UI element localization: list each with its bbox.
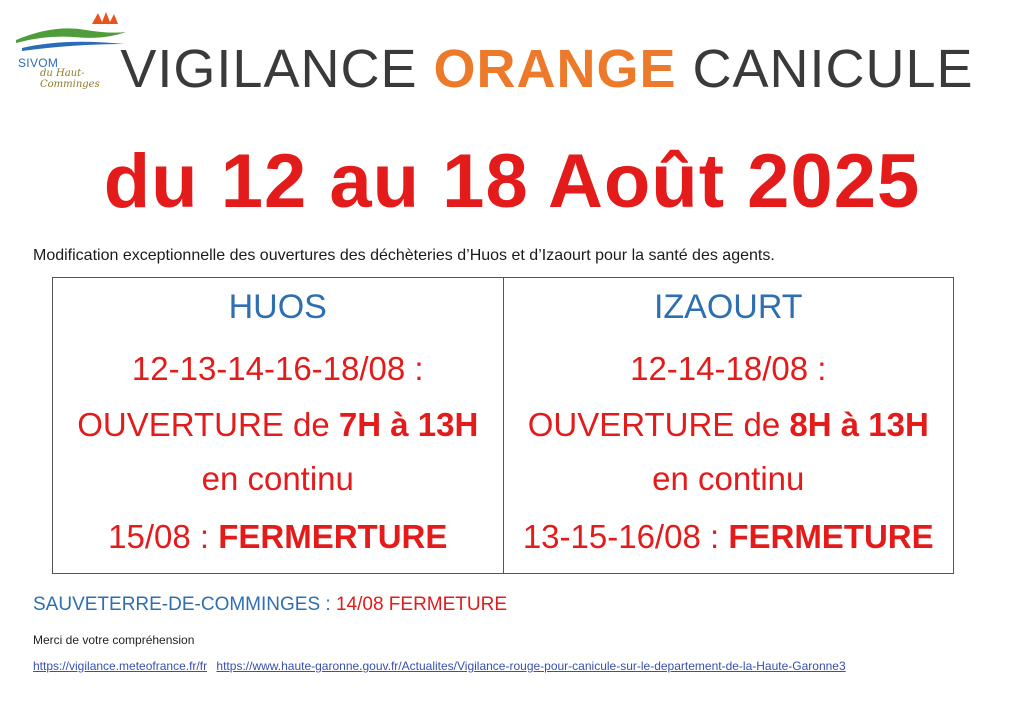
haute-garonne-link[interactable]: https://www.haute-garonne.gouv.fr/Actualites/Vigilance-rouge-pour-canicule-sur-le-departement-de-la-Haute-Garonne3	[216, 659, 846, 673]
site-huos	[53, 278, 503, 573]
sauveterre-notice	[33, 594, 507, 616]
logo-name: SIVOM	[18, 56, 59, 70]
closure	[504, 518, 954, 556]
schedule-table	[52, 277, 954, 574]
title-suffix: CANICULE	[676, 39, 974, 99]
opening-prefix: OUVERTURE de	[77, 406, 339, 443]
opening-hours	[504, 406, 954, 444]
continuous-note: en continu	[652, 460, 805, 497]
vigilance-title	[72, 38, 1022, 100]
links-row	[33, 659, 852, 673]
title-accent: ORANGE	[433, 39, 677, 99]
date-range: du 12 au 18 Août 2025	[103, 139, 921, 224]
open-days: 12-14-18/08 :	[630, 350, 827, 387]
opening-prefix: OUVERTURE de	[527, 406, 790, 443]
closure-label: FERMETURE	[728, 518, 934, 555]
sauveterre-name: SAUVETERRE-DE-COMMINGES :	[33, 594, 336, 615]
continuous-note: en continu	[201, 460, 354, 497]
title-prefix: VIGILANCE	[120, 39, 434, 99]
opening-hours-value: 7H à 13H	[338, 406, 479, 443]
intro-text: Modification exceptionnelle des ouvertures des déchèteries d’Huos et d’Izaourt pour la santé des agents.	[33, 247, 775, 264]
site-name: HUOS	[228, 288, 327, 326]
site-name: IZAOURT	[653, 288, 803, 326]
opening-hours-value: 8H à 13H	[789, 406, 929, 443]
site-izaourt	[503, 278, 954, 573]
closure-days: 15/08 :	[108, 518, 219, 555]
sauveterre-closure: 14/08 FERMETURE	[335, 594, 508, 615]
thanks-text: Merci de votre compréhension	[33, 633, 195, 647]
closure-days: 13-15-16/08 :	[522, 518, 729, 555]
meteofrance-link[interactable]: https://vigilance.meteofrance.fr/fr	[33, 659, 208, 673]
logo-subtitle: du Haut-Comminges	[40, 68, 100, 90]
closure	[53, 518, 503, 556]
open-days: 12-13-14-16-18/08 :	[131, 350, 424, 387]
opening-hours	[53, 406, 503, 444]
closure-label: FERMERTURE	[218, 518, 448, 555]
